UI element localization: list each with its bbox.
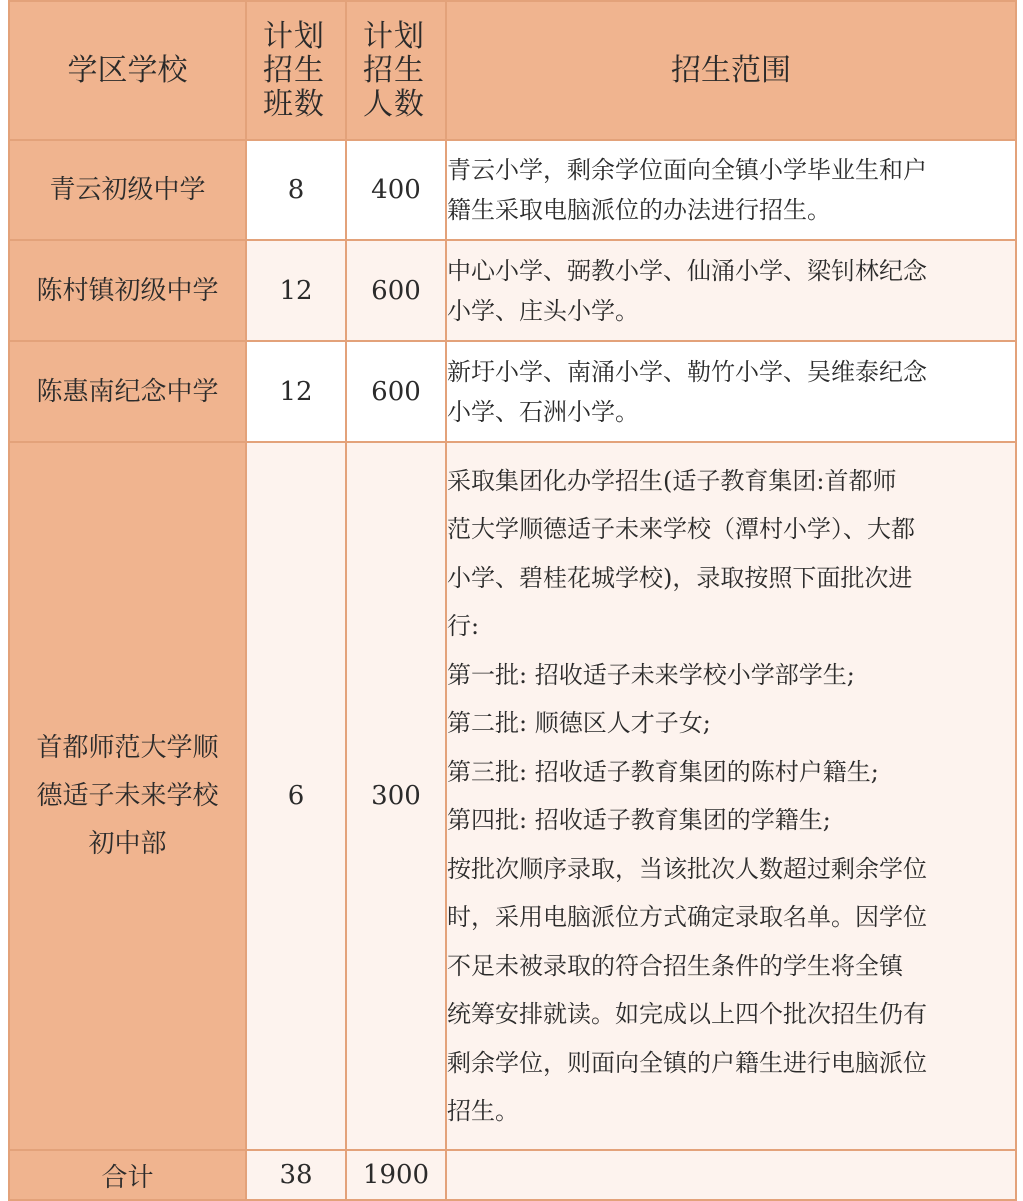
school-name: 首都师范大学顺 德适子未来学校 初中部: [9, 442, 246, 1150]
class-count: 8: [246, 140, 346, 240]
enrollment-scope: 青云小学，剩余学位面向全镇小学毕业生和户 籍生采取电脑派位的办法进行招生。: [446, 140, 1016, 240]
table-row: [9, 341, 1016, 442]
enrollment-scope: 采取集团化办学招生(适子教育集团:首都师 范大学顺德适子未来学校（潭村小学）、大都 小学、碧桂花城学校)，录取按照下面批次进 行: 第一批: 招收适子未来学校小学部学生; 第二批: 顺德区人才子女; 第三批: 招收适子教育集团的陈村户籍生; 第四批: 招收适子教育集团的学籍生; 按批次顺序录取，当该批次人数超过剩余学位 时，采用电脑派位方式确定录取名单。因学位 不足未被录取的符合招生条件的学生将全镇 统筹安排就读。如完成以上四个批次招生仍有 剩余学位，则面向全镇的户籍生进行电脑派位 招生。: [446, 442, 1016, 1150]
total-row: [9, 1150, 1016, 1200]
total-classes: 38: [246, 1150, 346, 1200]
class-count: 12: [246, 341, 346, 442]
school-name: 陈村镇初级中学: [9, 240, 246, 341]
class-count: 12: [246, 240, 346, 341]
total-students: 1900: [346, 1150, 446, 1200]
header-students: 计划 招生 人数: [346, 1, 446, 140]
school-name: 陈惠南纪念中学: [9, 341, 246, 442]
header-scope: 招生范围: [446, 1, 1016, 140]
student-count: 600: [346, 341, 446, 442]
student-count: 400: [346, 140, 446, 240]
header-school: 学区学校: [9, 1, 246, 140]
enrollment-table: [8, 0, 1017, 1201]
total-label: 合计: [9, 1150, 246, 1200]
total-scope-empty: [446, 1150, 1016, 1200]
table-row: [9, 240, 1016, 341]
table-row: [9, 442, 1016, 1150]
student-count: 600: [346, 240, 446, 341]
enrollment-scope: 新圩小学、南涌小学、勒竹小学、吴维泰纪念 小学、石洲小学。: [446, 341, 1016, 442]
student-count: 300: [346, 442, 446, 1150]
header-classes: 计划 招生 班数: [246, 1, 346, 140]
school-name: 青云初级中学: [9, 140, 246, 240]
table-row: [9, 140, 1016, 240]
class-count: 6: [246, 442, 346, 1150]
enrollment-scope: 中心小学、弼教小学、仙涌小学、梁钊林纪念 小学、庄头小学。: [446, 240, 1016, 341]
header-row: [9, 1, 1016, 140]
